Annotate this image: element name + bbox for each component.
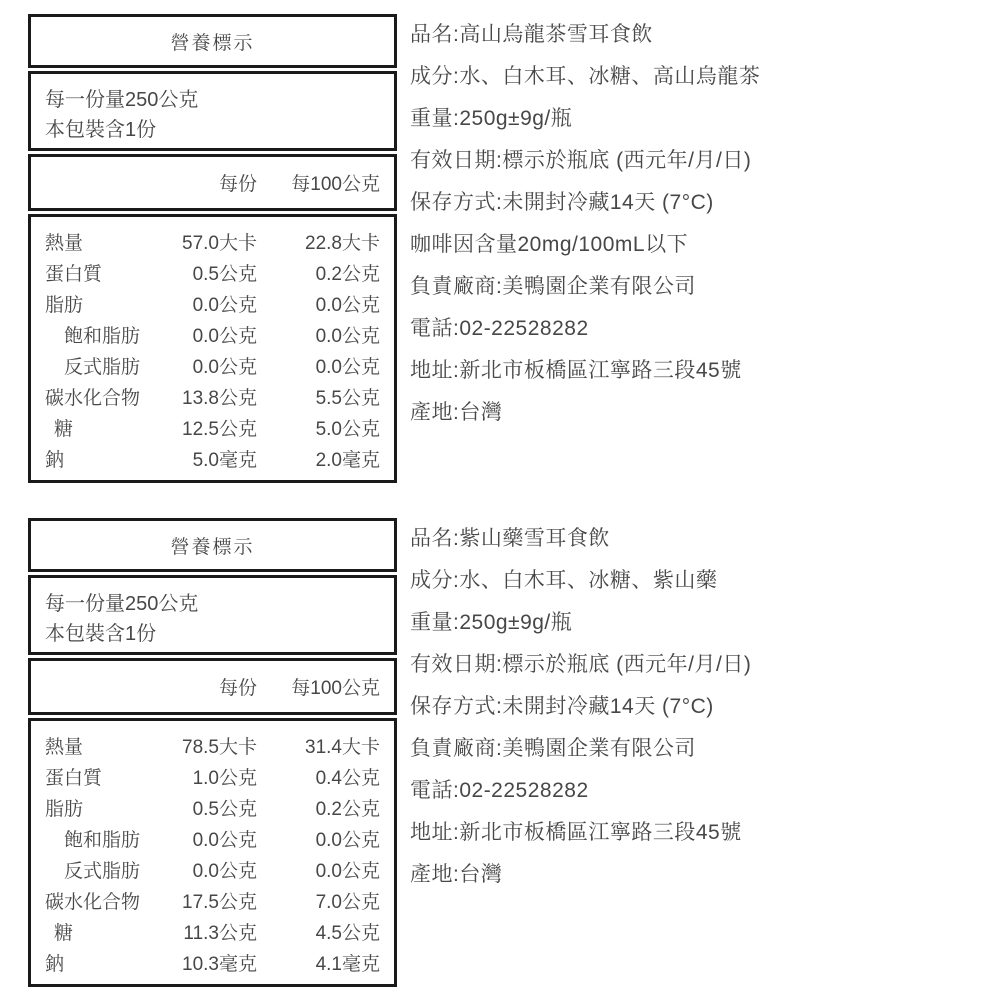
- column-headers: [28, 658, 397, 715]
- address-line: 地址:新北市板橋區江寧路三段45號: [410, 359, 742, 382]
- row-label: 脂肪: [45, 799, 84, 820]
- row-value-per-serving: 11.3公克: [183, 923, 257, 944]
- phone-line: 電話:02-22528282: [410, 779, 589, 802]
- product-info-purple-yam: [410, 518, 995, 896]
- row-value-per-serving: 12.5公克: [182, 419, 257, 440]
- row-label: 碳水化合物: [45, 892, 141, 913]
- row-value-per-serving: 0.5公克: [192, 264, 257, 285]
- nutrition-title: [28, 14, 397, 68]
- nutrition-title-text: 營養標示: [170, 32, 255, 54]
- nutrition-row-carbohydrate: [45, 381, 380, 412]
- row-value-per-100g: 22.8大卡: [305, 233, 380, 254]
- manufacturer-line: 負責廠商:美鴨園企業有限公司: [410, 275, 696, 298]
- row-label: 糖: [54, 419, 74, 440]
- product-name-line: 品名:高山烏龍茶雪耳食飲: [410, 23, 653, 46]
- manufacturer-line: 負責廠商:美鴨園企業有限公司: [410, 737, 696, 760]
- expiry-date-line: 有效日期:標示於瓶底 (西元年/月/日): [410, 653, 752, 676]
- product-name-line: 品名:紫山藥雪耳食飲: [410, 527, 610, 550]
- row-label: 鈉: [45, 954, 65, 975]
- row-value-per-100g: 0.0公克: [315, 326, 380, 347]
- row-value-per-serving: 10.3毫克: [182, 954, 257, 975]
- servings-per-package-line: 本包裝含1份: [45, 623, 157, 645]
- row-label: 反式脂肪: [64, 861, 141, 882]
- nutrition-row-fat: [45, 288, 380, 319]
- row-label: 碳水化合物: [45, 388, 141, 409]
- row-value-per-serving: 0.0公克: [192, 357, 257, 378]
- row-label: 熱量: [45, 737, 84, 758]
- row-value-per-100g: 0.2公克: [315, 799, 380, 820]
- row-label: 反式脂肪: [64, 357, 141, 378]
- origin-line: 產地:台灣: [410, 863, 503, 886]
- row-value-per-serving: 0.0公克: [192, 326, 257, 347]
- row-label: 飽和脂肪: [64, 830, 141, 851]
- row-value-per-100g: 0.0公克: [315, 357, 380, 378]
- column-headers: [28, 154, 397, 211]
- row-label: 蛋白質: [45, 768, 103, 789]
- serving-size-line: 每一份量250公克: [45, 593, 199, 615]
- nutrition-row-sugar: [45, 412, 380, 443]
- nutrition-row-saturated-fat: [45, 823, 380, 854]
- row-value-per-100g: 0.2公克: [315, 264, 380, 285]
- nutrition-row-sugar: [45, 916, 380, 947]
- row-value-per-100g: 4.5公克: [315, 923, 380, 944]
- ingredients-line: 成分:水、白木耳、冰糖、紫山藥: [410, 569, 718, 592]
- row-value-per-serving: 0.0公克: [192, 830, 257, 851]
- row-value-per-serving: 17.5公克: [182, 892, 257, 913]
- column-header-per-100g: 每100公克: [291, 174, 380, 195]
- row-value-per-serving: 0.0公克: [192, 295, 257, 316]
- nutrition-row-calories: [45, 730, 380, 761]
- storage-line: 保存方式:未開封冷藏14天 (7°C): [410, 191, 714, 214]
- ingredients-line: 成分:水、白木耳、冰糖、高山烏龍茶: [410, 65, 761, 88]
- nutrition-title-text: 營養標示: [170, 536, 255, 558]
- nutrition-title: [28, 518, 397, 572]
- row-label: 飽和脂肪: [64, 326, 141, 347]
- row-value-per-100g: 4.1毫克: [315, 954, 380, 975]
- expiry-date-line: 有效日期:標示於瓶底 (西元年/月/日): [410, 149, 752, 172]
- column-header-per-serving: 每份: [218, 678, 257, 699]
- nutrition-label-oolong: [28, 14, 397, 483]
- row-value-per-100g: 5.0公克: [315, 419, 380, 440]
- address-line: 地址:新北市板橋區江寧路三段45號: [410, 821, 742, 844]
- weight-line: 重量:250g±9g/瓶: [410, 611, 573, 634]
- row-label: 熱量: [45, 233, 84, 254]
- weight-line: 重量:250g±9g/瓶: [410, 107, 573, 130]
- row-value-per-serving: 5.0毫克: [192, 450, 257, 471]
- row-value-per-100g: 5.5公克: [315, 388, 380, 409]
- column-header-per-serving: 每份: [218, 174, 257, 195]
- serving-info: [28, 575, 397, 655]
- caffeine-line: 咖啡因含量20mg/100mL以下: [410, 233, 689, 256]
- serving-info: [28, 71, 397, 151]
- row-value-per-serving: 57.0大卡: [182, 233, 257, 254]
- nutrition-rows: [28, 214, 397, 483]
- nutrition-rows: [28, 718, 397, 987]
- nutrition-row-sodium: [45, 947, 380, 978]
- row-value-per-serving: 13.8公克: [182, 388, 257, 409]
- column-header-per-100g: 每100公克: [291, 678, 380, 699]
- nutrition-row-trans-fat: [45, 350, 380, 381]
- row-label: 鈉: [45, 450, 65, 471]
- nutrition-row-fat: [45, 792, 380, 823]
- serving-size-line: 每一份量250公克: [45, 89, 199, 111]
- product-info-oolong: [410, 14, 995, 434]
- nutrition-row-carbohydrate: [45, 885, 380, 916]
- row-value-per-100g: 0.0公克: [315, 861, 380, 882]
- nutrition-row-sodium: [45, 443, 380, 474]
- row-value-per-serving: 1.0公克: [192, 768, 257, 789]
- nutrition-row-saturated-fat: [45, 319, 380, 350]
- nutrition-row-protein: [45, 257, 380, 288]
- origin-line: 產地:台灣: [410, 401, 503, 424]
- nutrition-label-purple-yam: [28, 518, 397, 987]
- row-value-per-100g: 2.0毫克: [315, 450, 380, 471]
- row-value-per-100g: 0.0公克: [315, 830, 380, 851]
- row-label: 脂肪: [45, 295, 84, 316]
- nutrition-row-calories: [45, 226, 380, 257]
- servings-per-package-line: 本包裝含1份: [45, 119, 157, 141]
- nutrition-row-trans-fat: [45, 854, 380, 885]
- nutrition-row-protein: [45, 761, 380, 792]
- row-value-per-100g: 7.0公克: [315, 892, 380, 913]
- row-value-per-serving: 0.0公克: [192, 861, 257, 882]
- row-value-per-serving: 0.5公克: [192, 799, 257, 820]
- row-value-per-serving: 78.5大卡: [182, 737, 257, 758]
- phone-line: 電話:02-22528282: [410, 317, 589, 340]
- row-label: 糖: [54, 923, 74, 944]
- row-value-per-100g: 31.4大卡: [305, 737, 380, 758]
- row-value-per-100g: 0.4公克: [315, 768, 380, 789]
- storage-line: 保存方式:未開封冷藏14天 (7°C): [410, 695, 714, 718]
- row-value-per-100g: 0.0公克: [315, 295, 380, 316]
- row-label: 蛋白質: [45, 264, 103, 285]
